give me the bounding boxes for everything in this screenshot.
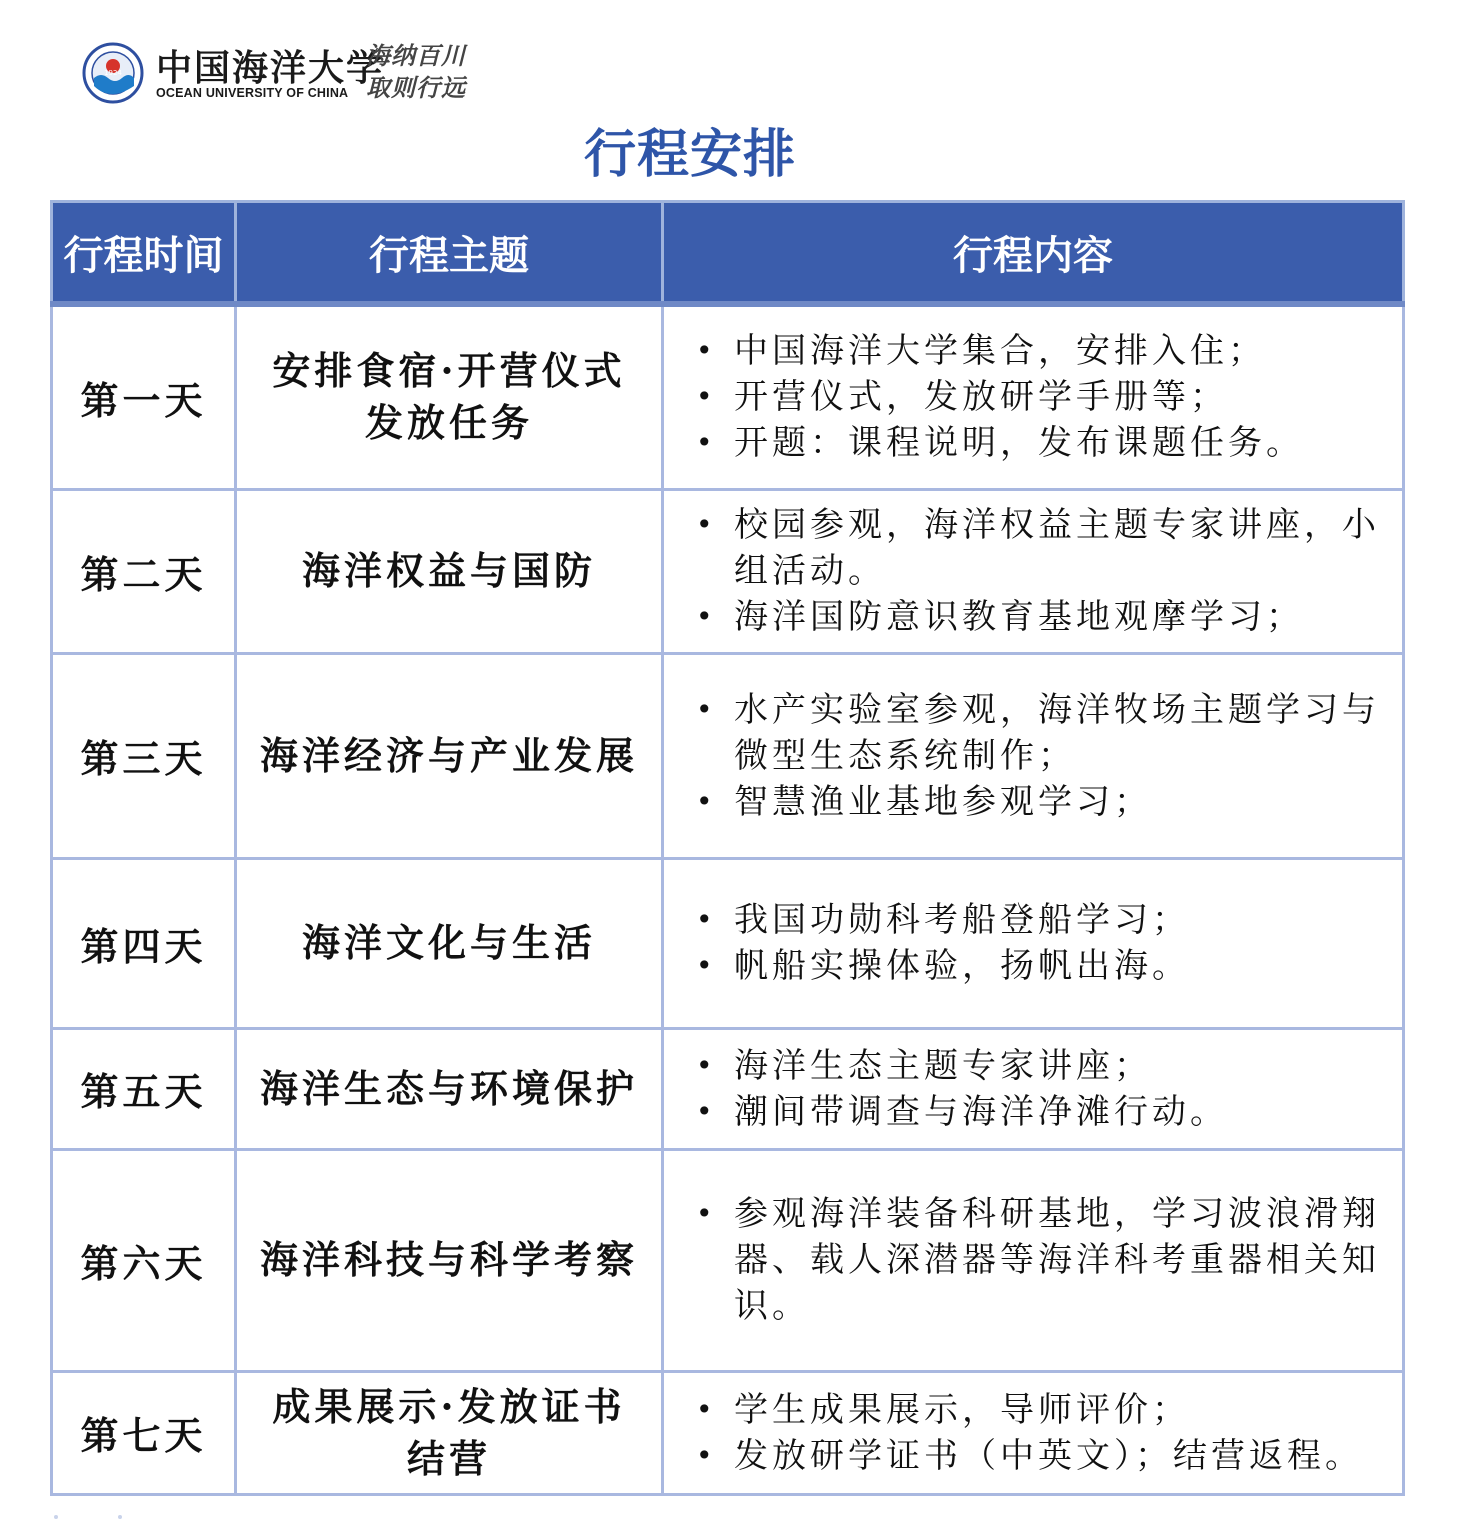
university-seal-icon bbox=[82, 42, 144, 104]
day-cell: 第五天 bbox=[52, 1028, 236, 1149]
theme-cell bbox=[236, 304, 663, 489]
header-time: 行程时间 bbox=[52, 202, 236, 305]
theme-cell bbox=[236, 489, 663, 653]
table-row bbox=[52, 858, 1404, 1028]
university-name-cn: 中国海洋大学 bbox=[156, 47, 385, 89]
theme-cell bbox=[236, 1371, 663, 1494]
content-item: • 开题：课程说明，发布课题任务。 bbox=[734, 420, 1382, 466]
content-item: • 中国海洋大学集合，安排入住； bbox=[734, 328, 1382, 374]
content-item: • 学生成果展示，导师评价； bbox=[734, 1387, 1382, 1433]
theme-cell bbox=[236, 1149, 663, 1371]
page-title: 行程安排 bbox=[583, 125, 796, 185]
university-motto bbox=[366, 40, 476, 104]
day-cell: 第四天 bbox=[52, 858, 236, 1028]
day-cell: 第六天 bbox=[52, 1149, 236, 1371]
theme-cell bbox=[236, 653, 663, 858]
day-cell: 第一天 bbox=[52, 304, 236, 489]
table-row bbox=[52, 1149, 1404, 1371]
content-cell bbox=[663, 1371, 1404, 1494]
header-theme: 行程主题 bbox=[236, 202, 663, 305]
content-cell bbox=[663, 1028, 1404, 1149]
day-cell: 第七天 bbox=[52, 1371, 236, 1494]
content-item: • 校园参观，海洋权益主题专家讲座，小组活动。 bbox=[734, 502, 1382, 594]
motto-line-2: 取则行远 bbox=[366, 73, 466, 102]
content-item: • 水产实验室参观，海洋牧场主题学习与微型生态系统制作； bbox=[734, 687, 1382, 779]
content-item: • 帆船实操体验，扬帆出海。 bbox=[734, 943, 1382, 989]
svg-text:1924: 1924 bbox=[104, 69, 122, 77]
table-row bbox=[52, 489, 1404, 653]
table-row bbox=[52, 653, 1404, 858]
content-cell bbox=[663, 858, 1404, 1028]
theme-line: 结营 bbox=[406, 1435, 491, 1481]
theme-line: 海洋经济与产业发展 bbox=[259, 732, 638, 778]
bottom-decoration bbox=[50, 1512, 130, 1520]
content-item: • 我国功勋科考船登船学习； bbox=[734, 897, 1382, 943]
theme-line: 发放任务 bbox=[364, 400, 533, 446]
content-item: • 海洋国防意识教育基地观摩学习； bbox=[734, 594, 1382, 640]
table-row bbox=[52, 1028, 1404, 1149]
content-item: • 发放研学证书（中英文）；结营返程。 bbox=[734, 1433, 1382, 1479]
content-cell bbox=[663, 1149, 1404, 1371]
itinerary-table bbox=[50, 200, 1405, 1496]
content-item: • 海洋生态主题专家讲座； bbox=[734, 1043, 1382, 1089]
content-cell bbox=[663, 304, 1404, 489]
content-item: • 智慧渔业基地参观学习； bbox=[734, 779, 1382, 825]
day-cell: 第二天 bbox=[52, 489, 236, 653]
table-row bbox=[52, 304, 1404, 489]
header-content: 行程内容 bbox=[663, 202, 1404, 305]
theme-cell bbox=[236, 858, 663, 1028]
content-item: • 潮间带调查与海洋净滩行动。 bbox=[734, 1089, 1382, 1135]
content-cell bbox=[663, 653, 1404, 858]
theme-line: 海洋生态与环境保护 bbox=[259, 1065, 638, 1111]
theme-line: 海洋文化与生活 bbox=[301, 920, 596, 966]
university-name-en: OCEAN UNIVERSITY OF CHINA bbox=[156, 86, 349, 100]
content-item: • 开营仪式，发放研学手册等； bbox=[734, 374, 1382, 420]
theme-line: 海洋科技与科学考察 bbox=[259, 1237, 638, 1283]
university-header bbox=[78, 38, 498, 108]
theme-cell bbox=[236, 1028, 663, 1149]
table-row bbox=[52, 1371, 1404, 1494]
table-header-row bbox=[52, 202, 1404, 305]
theme-line: 成果展示·发放证书 bbox=[272, 1383, 626, 1429]
theme-line: 海洋权益与国防 bbox=[301, 548, 596, 594]
content-cell bbox=[663, 489, 1404, 653]
content-item: • 参观海洋装备科研基地，学习波浪滑翔器、载人深潜器等海洋科考重器相关知识。 bbox=[734, 1191, 1382, 1329]
motto-line-1: 海纳百川 bbox=[366, 41, 466, 70]
day-cell: 第三天 bbox=[52, 653, 236, 858]
theme-line: 安排食宿·开营仪式 bbox=[272, 348, 626, 394]
